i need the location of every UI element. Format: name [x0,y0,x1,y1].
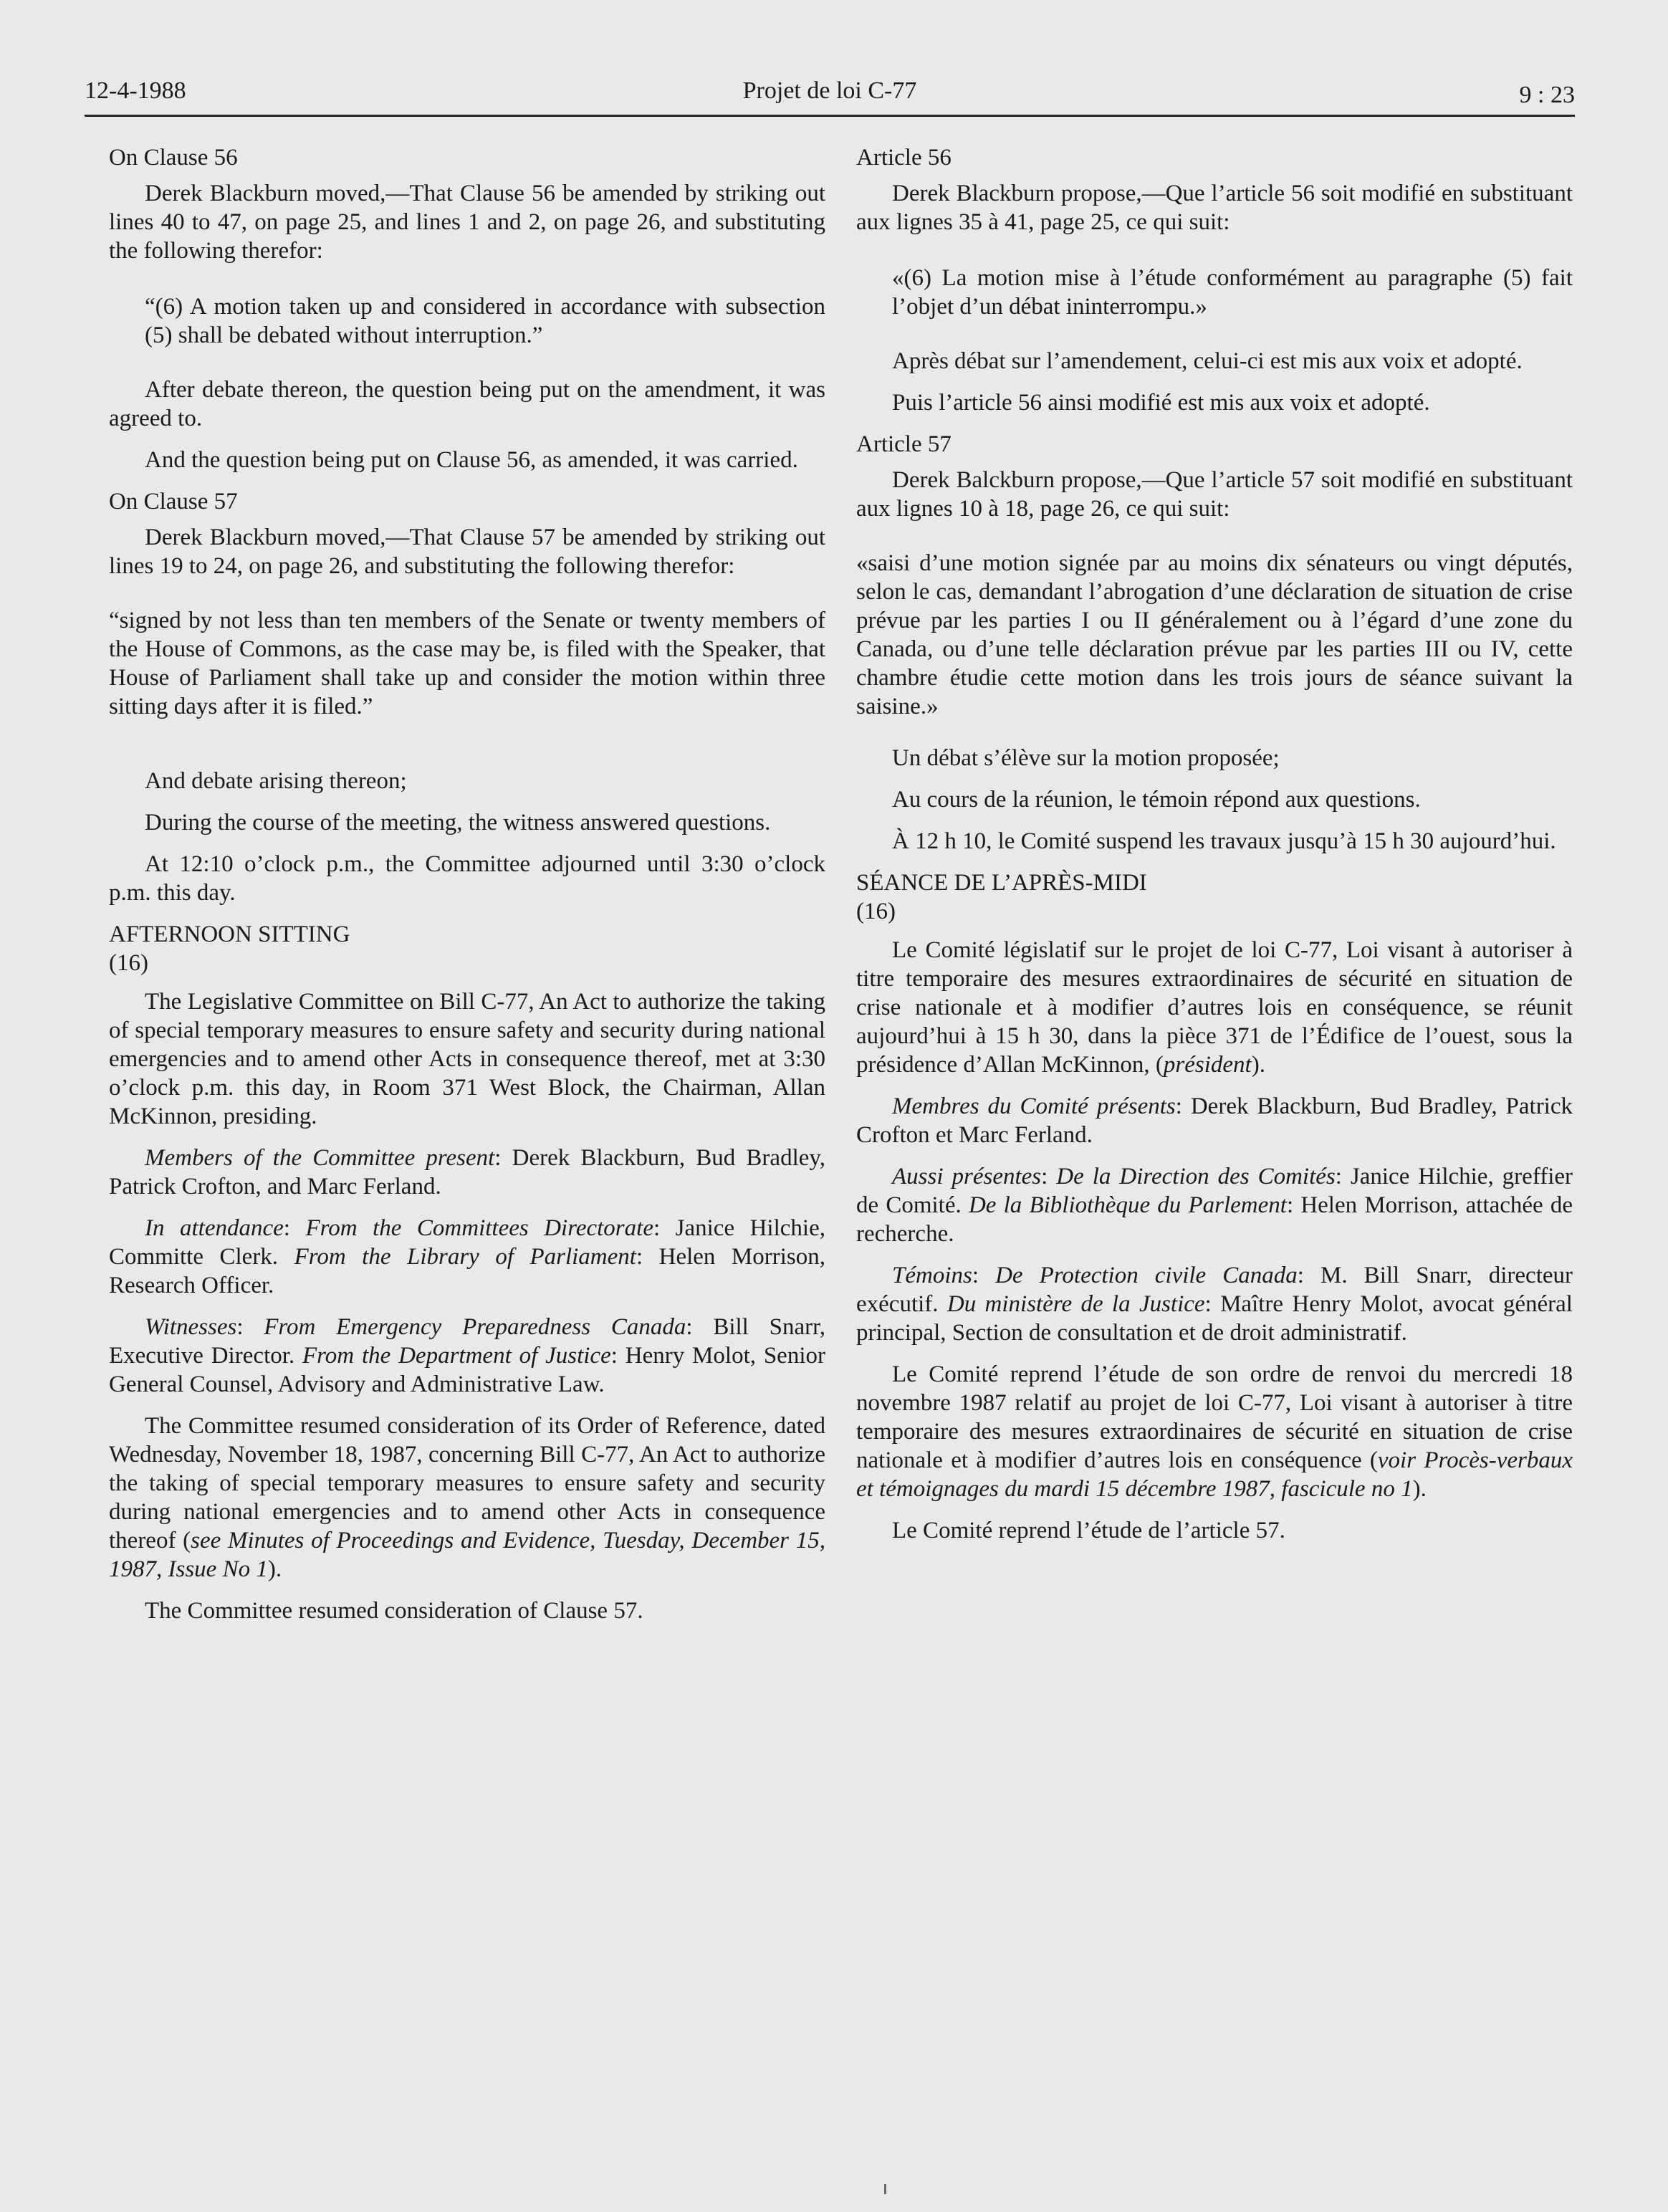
witnesses-from-2: From the Department of Justice [302,1343,611,1369]
attendance-text-1: : Janice Hilchie, Committe Clerk. [109,1215,825,1270]
temoins [856,1261,1573,1347]
seance-intro [856,936,1573,1079]
attendance-sep: : [283,1215,306,1241]
temoins-from-1: De Protection civile Canada [995,1263,1298,1288]
reprend-reference: voir Procès-verbaux et témoignages du mardi 15 décembre 1987, fascicule no 1 [856,1447,1573,1502]
attendance-from-1: From the Committees Directorate [305,1215,653,1241]
clause-57-quote: “signed by not less than ten members of the Senate or twenty members of the House of Commons, as the case may be, is filed with the Speaker, that House of Parliament shall take up and consider the motion within three sitting days after it is filed.” [109,608,825,719]
order-of-reference [109,1412,825,1584]
reprend-article-57: Le Comité reprend l’étude de l’article 57. [892,1518,1285,1543]
clause-56-motion: Derek Blackburn moved,—That Clause 56 be amended by striking out lines 40 to 47, on page 25, and lines 1 and 2, on page 26, and substituting the following therefor: [109,181,825,264]
temoin-repond: Au cours de la réunion, le témoin répond aux questions. [892,787,1421,813]
attendance-text-2: : Helen Morrison, Research Officer. [109,1244,825,1298]
sitting-intro: The Legislative Committee on Bill C-77, An Act to authorize the taking of special temporary measures to ensure safety and security during national emergencies and to amend other Acts in consequence thereof, met at 3:30 o’clock p.m. this day, in Room 371 West Block, the Chairman, Allan McKinnon, presiding. [109,989,825,1129]
article-56-carried: Puis l’article 56 ainsi modifié est mis aux voix et adopté. [892,390,1430,416]
witness-answered: During the course of the meeting, the witness answered questions. [145,810,771,836]
seance-heading: SÉANCE DE L’APRÈS-MIDI [856,870,1147,896]
sitting-number: (16) [109,950,148,976]
resumed-clause-57: The Committee resumed consideration of Clause 57. [145,1598,643,1624]
intro-text: Le Comité législatif sur le projet de loi C-77, Loi visant à autoriser à titre temporaire des mesures extraordinaires de sécurité en situation de crise nationale et à modifier d’autres lois en conséquence, se réunit aujourd’hui à 15 h 30, dans la pièce 371 de l’Édifice de l’ouest, sous la présidence d’Allan McKinnon, ( [856,937,1573,1078]
clause-57-motion: Derek Blackburn moved,—That Clause 57 be amended by striking out lines 19 to 24, on page 26, and substituting the following therefor: [109,525,825,579]
header-page-number: 9 : 23 [1519,82,1575,108]
reprend-text: Le Comité reprend l’étude de son ordre de renvoi du mercredi 18 novembre 1987 relatif au projet de loi C-77, Loi visant à autoriser à titre temporaire des mesures extraordinaires de sécurité en situation de crise nationale et à modifier d’autres lois en conséquence ( [856,1361,1573,1473]
debate-arising: And debate arising thereon; [145,768,407,794]
aussi-text-2: : Helen Morrison, attachée de recherche. [856,1192,1573,1247]
temoins-from-2: Du ministère de la Justice [946,1291,1205,1317]
aussi-from-1: De la Direction des Comités [1056,1164,1336,1189]
english-column [109,143,825,1638]
suspension-note: À 12 h 10, le Comité suspend les travaux jusqu’à 15 h 30 aujourd’hui. [892,828,1556,854]
aussi-presentes [856,1162,1573,1248]
aussi-text-1: : Janice Hilchie, greffier de Comité. [856,1164,1573,1218]
members-text: : Derek Blackburn, Bud Bradley, Patrick Crofton, and Marc Ferland. [109,1145,825,1200]
french-column [856,143,1573,1558]
reprend-end: ). [1412,1476,1427,1502]
resumed-end: ). [267,1556,282,1582]
members-label: Members of the Committee present [145,1145,495,1171]
membres-presents [856,1092,1573,1149]
article-57-motion: Derek Balckburn propose,—Que l’article 57 soit modifié en substituant aux lignes 10 à 18, page 26, ce qui suit: [856,467,1573,522]
intro-end: ). [1251,1052,1265,1078]
temoins-label: Témoins [892,1263,972,1288]
seance-number: (16) [856,899,896,924]
article-57-heading: Article 57 [856,431,952,457]
clause-57-heading: On Clause 57 [109,489,238,514]
adjourned-note: At 12:10 o’clock p.m., the Committee adjourned until 3:30 o’clock p.m. this day. [109,851,825,906]
aussi-label: Aussi présentes [892,1164,1042,1189]
scan-mark [884,2184,886,2194]
attendance-from-2: From the Library of Parliament [294,1244,636,1270]
temoins-text-1: : M. Bill Snarr, directeur exécutif. [856,1263,1573,1317]
clause-56-heading: On Clause 56 [109,145,238,171]
article-56-motion: Derek Blackburn propose,—Que l’article 56 soit modifié en substituant aux lignes 35 à 41, page 25, ce qui suit: [856,181,1573,235]
witnesses [109,1313,825,1399]
resumed-text: The Committee resumed consideration of its Order of Reference, dated Wednesday, November 18, 1987, concerning Bill C-77, An Act to authorize the taking of special temporary measures to ensure safety and security during national emergencies and to amend other Acts in consequence thereof ( [109,1413,825,1553]
header-title: Projet de loi C-77 [742,77,917,104]
article-56-quote: «(6) La motion mise à l’étude conformément au paragraphe (5) fait l’objet d’un débat ininterrompu.» [892,265,1573,320]
witnesses-label: Witnesses [145,1314,237,1340]
article-56-heading: Article 56 [856,145,952,171]
aussi-sep: : [1041,1164,1057,1189]
witnesses-sep: : [236,1314,264,1340]
header-date: 12-4-1988 [85,77,186,104]
intro-role: président [1163,1052,1252,1078]
in-attendance [109,1214,825,1300]
article-57-quote: «saisi d’une motion signée par au moins dix sénateurs ou vingt députés, selon le cas, demandant l’abrogation d’une déclaration de situation de crise prévue par les parties I ou II généralement ou à l’égard d’une zone du Canada, ou d’une telle déclaration prévue par les parties III ou IV, cette chambre étudie cette motion dans les trois jours de séance suivant la saisine.» [856,550,1573,719]
membres-text: : Derek Blackburn, Bud Bradley, Patrick Crofton et Marc Ferland. [856,1093,1573,1148]
witnesses-text-2: : Henry Molot, Senior General Counsel, Advisory and Administrative Law. [109,1343,825,1397]
attendance-label: In attendance [145,1215,284,1241]
page-header [85,72,1575,117]
aussi-from-2: De la Bibliothèque du Parlement [968,1192,1287,1218]
temoins-text-2: : Maître Henry Molot, avocat général principal, Section de consultation et de droit administratif. [856,1291,1573,1346]
clause-56-quote: “(6) A motion taken up and considered in accordance with subsection (5) shall be debated without interruption.” [145,294,825,348]
membres-label: Membres du Comité présents [892,1093,1176,1119]
sitting-heading: AFTERNOON SITTING [109,921,350,947]
ordre-de-renvoi [856,1360,1573,1503]
witnesses-text-1: : Bill Snarr, Executive Director. [109,1314,826,1369]
witnesses-from-1: From Emergency Preparedness Canada [264,1314,686,1340]
resumed-reference: see Minutes of Proceedings and Evidence, Tuesday, December 15, 1987, Issue No 1 [109,1528,825,1582]
clause-56-debate: After debate thereon, the question being put on the amendment, it was agreed to. [109,377,825,431]
debat-propose: Un débat s’élève sur la motion proposée; [892,745,1280,771]
temoins-sep: : [972,1263,996,1288]
article-56-debate: Après débat sur l’amendement, celui-ci est mis aux voix et adopté. [892,348,1523,374]
clause-56-carried: And the question being put on Clause 56, as amended, it was carried. [145,447,798,473]
members-present [109,1144,825,1201]
